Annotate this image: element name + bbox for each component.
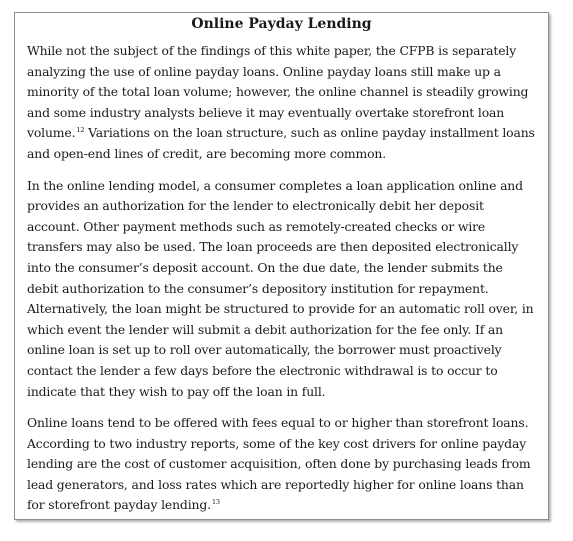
- paragraph-2-text: In the online lending model, a consumer completes a loan application online and provides an authorization for the lender to electronically debit her deposit account. Other payment methods such as remotely-created checks or wire transfers may also be used. The loan proceeds are then deposited electronically into the consumer’s deposit account. On the due date, the lender submits the debit authorization to the consumer’s depository institution for repayment. Alternatively, the loan might be structured to provide for an automatic roll over, in which event the lender will submit a debit authorization for the fee only. If an online loan is set up to roll over automatically, the borrower must proactively contact the lender a few days before the electronic withdrawal is to occur to indicate that they wish to pay off the loan in full.: [27, 177, 534, 399]
- footnote-ref-12[interactable]: 12: [76, 126, 85, 135]
- paragraph-3: [27, 413, 536, 516]
- paragraph-2: [27, 176, 536, 403]
- footnote-ref-13[interactable]: 13: [211, 498, 220, 507]
- box-title: Online Payday Lending: [191, 16, 372, 32]
- paragraph-1-text: While not the subject of the findings of this white paper, the CFPB is separately analyzing the use of online payday loans. Online payday loans still make up a minority of the total loan volume; however, the online channel is steadily growing and some industry analysts believe it may eventually overtake storefront loan volume.: [27, 43, 529, 141]
- paragraph-1: [27, 41, 536, 165]
- sidebar-box: [14, 12, 549, 520]
- paragraph-3-text: Online loans tend to be offered with fees equal to or higher than storefront loans. According to two industry reports, some of the key cost drivers for online payday lending are the cost of customer acquisition, often done by purchasing leads from lead generators, and loss rates which are reportedly higher for online loans than for storefront payday lending.: [27, 415, 531, 513]
- paragraph-1-text-cont: Variations on the loan structure, such as online payday installment loans and open-end lines of credit, are becoming more common.: [27, 125, 535, 161]
